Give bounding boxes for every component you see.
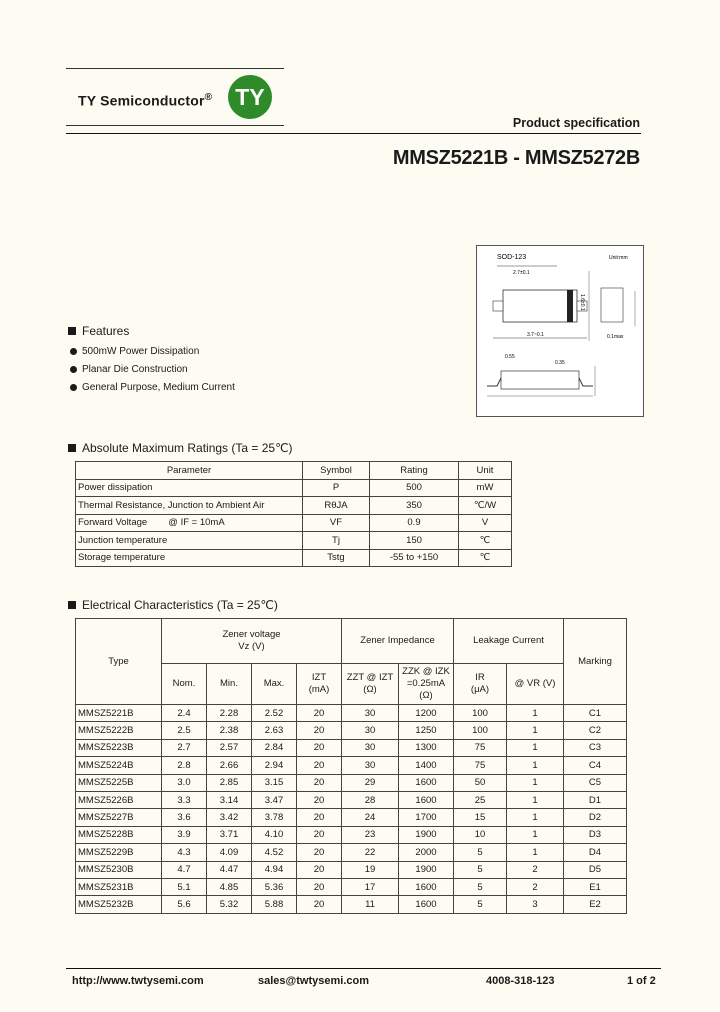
footer-page: 1 of 2 (627, 975, 656, 987)
table-row: Thermal Resistance, Junction to Ambient Air RθJA 350 ℃/W (76, 497, 512, 515)
footer-phone: 4008-318-123 (486, 975, 555, 987)
header-type: Type (76, 619, 162, 705)
table-row: MMSZ5231B 5.1 4.85 5.36 20 17 1600 5 2 E1 (76, 878, 627, 895)
package-side-body (501, 371, 579, 389)
table-row: Power dissipation P 500 mW (76, 479, 512, 497)
package-outline-diagram (477, 246, 643, 416)
header-unit: Unit (459, 462, 512, 480)
header-vr: @ VR (V) (507, 664, 564, 705)
header-zener-impedance: Zener Impedance (342, 619, 454, 664)
header-rating: Rating (370, 462, 459, 480)
dim-label: 0.55 (505, 354, 515, 360)
spec-rule (66, 133, 641, 134)
product-spec-label: Product specification (512, 116, 640, 130)
table-row: MMSZ5232B 5.6 5.32 5.88 20 11 1600 5 3 E2 (76, 896, 627, 913)
table-row: MMSZ5223B 2.7 2.57 2.84 20 30 1300 75 1 C3 (76, 739, 627, 756)
table-row: MMSZ5225B 3.0 2.85 3.15 20 29 1600 50 1 C5 (76, 774, 627, 791)
table-row: MMSZ5230B 4.7 4.47 4.94 20 19 1900 5 2 D5 (76, 861, 627, 878)
square-bullet-icon (68, 327, 76, 335)
absolute-max-ratings-table (75, 461, 512, 567)
table-row: MMSZ5229B 4.3 4.09 4.52 20 22 2000 5 1 D4 (76, 844, 627, 861)
header-zzk: ZZK @ IZK =0.25mA (Ω) (399, 664, 454, 705)
table-row: MMSZ5224B 2.8 2.66 2.94 20 30 1400 75 1 C4 (76, 757, 627, 774)
header-nom: Nom. (162, 664, 207, 705)
header-zzt: ZZT @ IZT (Ω) (342, 664, 399, 705)
table-row: MMSZ5222B 2.5 2.38 2.63 20 30 1250 100 1 C2 (76, 722, 627, 739)
ty-logo: TY (228, 75, 272, 119)
table-header-row (76, 619, 627, 664)
header-zener-voltage: Zener voltage Vz (V) (162, 619, 342, 664)
feature-item: 500mW Power Dissipation (70, 346, 199, 357)
table-row: MMSZ5226B 3.3 3.14 3.47 20 28 1600 25 1 D1 (76, 791, 627, 808)
table-header-row (76, 462, 512, 480)
table-row: Junction temperature Tj 150 ℃ (76, 532, 512, 550)
table-row: MMSZ5221B 2.4 2.28 2.52 20 30 1200 100 1 C1 (76, 705, 627, 722)
table-row: MMSZ5227B 3.6 3.42 3.78 20 24 1700 15 1 D2 (76, 809, 627, 826)
header-top-rule (66, 68, 284, 69)
table-row: Storage temperature Tstg -55 to +150 ℃ (76, 549, 512, 567)
electrical-characteristics-table (75, 618, 627, 914)
dim-label: 0.1max (607, 334, 624, 340)
brand-name: TY Semiconductor® (78, 92, 213, 109)
square-bullet-icon (68, 601, 76, 609)
part-range-title: MMSZ5221B - MMSZ5272B (392, 147, 640, 169)
header-bottom-rule (66, 125, 284, 126)
bullet-icon (70, 348, 77, 355)
feature-item: Planar Die Construction (70, 364, 188, 375)
header-leakage-current: Leakage Current (454, 619, 564, 664)
dim-label: 0.35 (555, 360, 565, 366)
square-bullet-icon (68, 444, 76, 452)
bullet-icon (70, 366, 77, 373)
dim-label: 1.6±0.1 (579, 294, 585, 311)
header-min: Min. (207, 664, 252, 705)
package-name: SOD-123 (497, 254, 527, 261)
footer-email[interactable]: sales@twtysemi.com (258, 975, 369, 987)
feature-item: General Purpose, Medium Current (70, 382, 235, 393)
bullet-icon (70, 384, 77, 391)
header-marking: Marking (564, 619, 627, 705)
features-heading: Features (68, 324, 129, 338)
header-parameter: Parameter (76, 462, 303, 480)
header-ir: IR (μA) (454, 664, 507, 705)
package-units: Unit:mm (609, 255, 628, 261)
package-body (503, 290, 577, 322)
table-row: Forward Voltage @ IF = 10mA VF 0.9 V (76, 514, 512, 532)
header-izt: IZT (mA) (297, 664, 342, 705)
amr-heading: Absolute Maximum Ratings (Ta = 25℃) (68, 441, 293, 455)
dim-label: 3.7~0.1 (527, 332, 544, 338)
ec-heading: Electrical Characteristics (Ta = 25℃) (68, 598, 278, 612)
footer-rule (66, 968, 661, 969)
cathode-band (567, 290, 573, 322)
table-row: MMSZ5228B 3.9 3.71 4.10 20 23 1900 10 1 D3 (76, 826, 627, 843)
dim-label: 2.7±0.1 (513, 270, 530, 276)
header-symbol: Symbol (303, 462, 370, 480)
package-drawing (476, 245, 644, 417)
header-max: Max. (252, 664, 297, 705)
footer-url[interactable]: http://www.twtysemi.com (72, 975, 204, 987)
